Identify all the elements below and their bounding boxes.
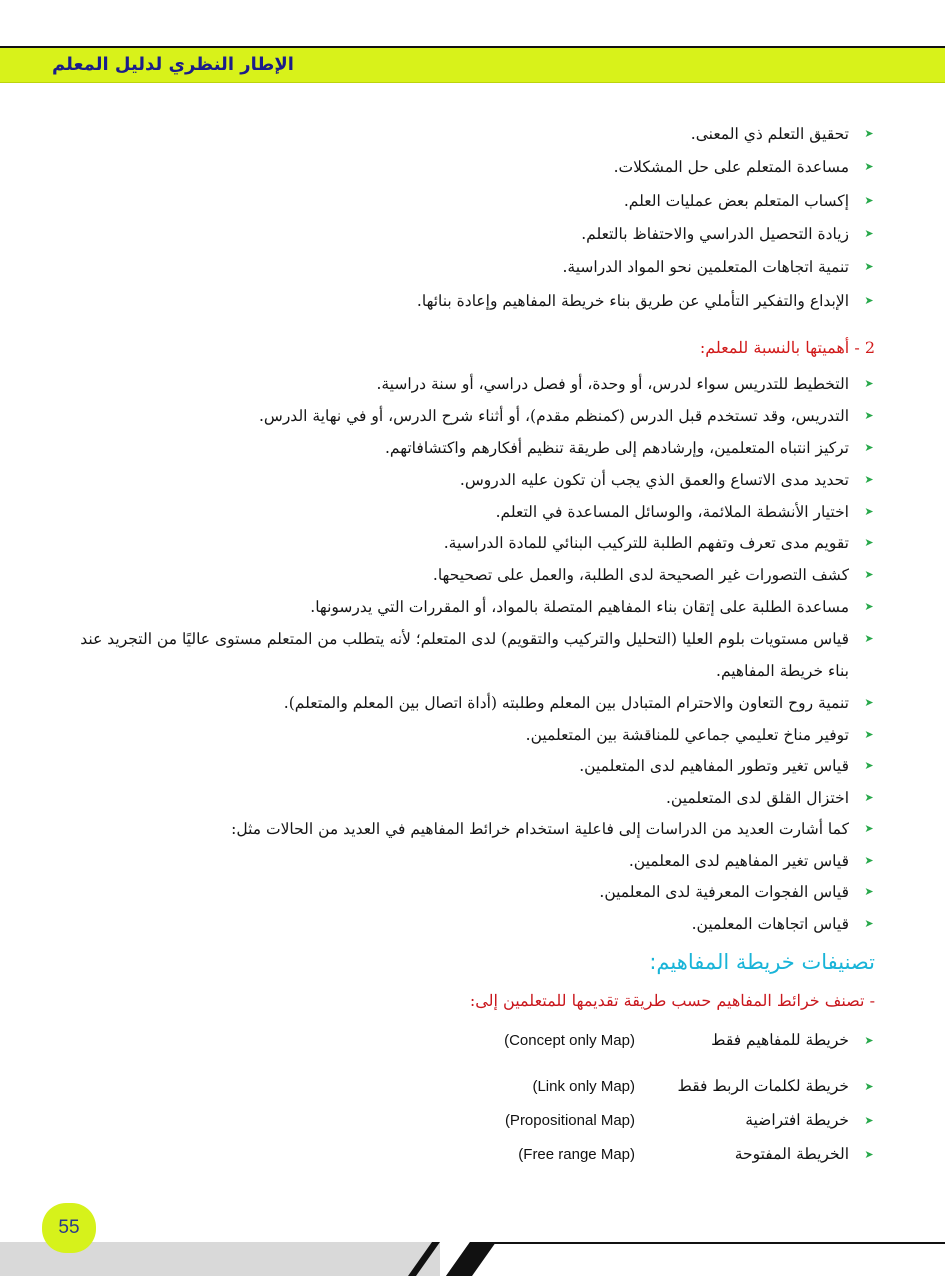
list-item: ➤ تحقيق التعلم ذي المعنى.	[690, 125, 874, 143]
map-type-row	[455, 1031, 875, 1071]
list-item: ➤ قياس الفجوات المعرفية لدى المعلمين.	[599, 883, 874, 901]
arrow-bullet-icon: ➤	[864, 759, 874, 772]
arrow-bullet-icon: ➤	[864, 194, 874, 207]
section-title: 2 - أهميتها بالنسبة للمعلم:	[699, 338, 875, 357]
map-type-english: (Free range Map)	[518, 1146, 635, 1163]
arrow-bullet-icon: ➤	[864, 1114, 874, 1127]
list-item: ➤ الإبداع والتفكير التأملي عن طريق بناء خريطة المفاهيم وإعادة بنائها.	[416, 292, 874, 310]
footer-decoration	[0, 1242, 945, 1276]
list-item: ➤ تركيز انتباه المتعلمين، وإرشادهم إلى طريقة تنظيم أفكارهم واكتشافاتهم.	[384, 439, 874, 457]
list-item: ➤ قياس تغير المفاهيم لدى المعلمين.	[628, 852, 874, 870]
map-type-english: (Concept only Map)	[504, 1032, 635, 1049]
list-item: ➤ قياس اتجاهات المعلمين.	[691, 915, 874, 933]
list-item: ➤ كشف التصورات غير الصحيحة لدى الطلبة، والعمل على تصحيحها.	[432, 566, 874, 584]
page-number: 55	[42, 1203, 96, 1253]
arrow-bullet-icon: ➤	[864, 917, 874, 930]
arrow-bullet-icon: ➤	[864, 568, 874, 581]
arrow-bullet-icon: ➤	[864, 505, 874, 518]
map-type-english: (Link only Map)	[532, 1078, 635, 1095]
list-item: ➤ التدريس، وقد تستخدم قبل الدرس (كمنظم مقدم)، أو أثناء شرح الدرس، أو في نهاية الدرس.	[258, 407, 874, 425]
list-item: ➤ قياس تغير وتطور المفاهيم لدى المتعلمين.	[579, 757, 874, 775]
arrow-bullet-icon: ➤	[864, 822, 874, 835]
arrow-bullet-icon: ➤	[864, 791, 874, 804]
arrow-bullet-icon: ➤	[864, 854, 874, 867]
map-type-arabic: خريطة للمفاهيم فقط	[711, 1031, 849, 1049]
list-item: ➤ تنمية اتجاهات المتعلمين نحو المواد الدراسية.	[562, 258, 874, 276]
list-item: ➤ اختيار الأنشطة الملائمة، والوسائل المساعدة في التعلم.	[495, 503, 874, 521]
arrow-bullet-icon: ➤	[864, 441, 874, 454]
list-item: ➤ تقويم مدى تعرف وتفهم الطلبة للتركيب البنائي للمادة الدراسية.	[443, 534, 874, 552]
list-item: ➤ زيادة التحصيل الدراسي والاحتفاظ بالتعلم.	[581, 225, 874, 243]
arrow-bullet-icon: ➤	[864, 260, 874, 273]
list-item: ➤ التخطيط للتدريس سواء لدرس، أو وحدة، أو فصل دراسي، أو سنة دراسية.	[376, 375, 874, 393]
arrow-bullet-icon: ➤	[864, 1034, 874, 1047]
arrow-bullet-icon: ➤	[864, 227, 874, 240]
map-type-arabic: خريطة افتراضية	[745, 1111, 849, 1129]
arrow-bullet-icon: ➤	[864, 600, 874, 613]
list-item: ➤ تحديد مدى الاتساع والعمق الذي يجب أن تكون عليه الدروس.	[459, 471, 874, 489]
arrow-bullet-icon: ➤	[864, 1080, 874, 1093]
header-title: الإطار النظري لدليل المعلم	[52, 54, 294, 75]
classification-title: تصنيفات خريطة المفاهيم:	[649, 950, 875, 974]
arrow-bullet-icon: ➤	[864, 728, 874, 741]
arrow-bullet-icon: ➤	[864, 632, 874, 645]
list-item: ➤ مساعدة المتعلم على حل المشكلات.	[613, 158, 874, 176]
list-item: ➤ اختزال القلق لدى المتعلمين.	[665, 789, 874, 807]
map-type-english: (Propositional Map)	[504, 1112, 635, 1129]
arrow-bullet-icon: ➤	[864, 294, 874, 307]
arrow-bullet-icon: ➤	[864, 409, 874, 422]
map-type-arabic: الخريطة المفتوحة	[734, 1145, 849, 1163]
list-item: ➤ قياس مستويات بلوم العليا (التحليل والتركيب والتقويم) لدى المتعلم؛ لأنه يتطلب من المتعلم مستوى عاليًا من التجريد عند بناء خريطة المفاهيم.	[80, 630, 874, 680]
arrow-bullet-icon: ➤	[864, 127, 874, 140]
arrow-bullet-icon: ➤	[864, 160, 874, 173]
map-type-row	[455, 1145, 875, 1185]
arrow-bullet-icon: ➤	[864, 1148, 874, 1161]
arrow-bullet-icon: ➤	[864, 377, 874, 390]
list-item: ➤ كما أشارت العديد من الدراسات إلى فاعلية استخدام خرائط المفاهيم في العديد من الحالات مثل:	[231, 820, 874, 838]
list-item: ➤ مساعدة الطلبة على إتقان بناء المفاهيم المتصلة بالمواد، أو المقررات التي يدرسونها.	[310, 598, 874, 616]
list-item: ➤ تنمية روح التعاون والاحترام المتبادل بين المعلم وطلبته (أداة اتصال بين المعلم والمتعلم).	[283, 694, 874, 712]
classification-intro: - تصنف خرائط المفاهيم حسب طريقة تقديمها للمتعلمين إلى:	[469, 991, 875, 1010]
list-item: ➤ إكساب المتعلم بعض عمليات العلم.	[623, 192, 874, 210]
arrow-bullet-icon: ➤	[864, 473, 874, 486]
arrow-bullet-icon: ➤	[864, 885, 874, 898]
arrow-bullet-icon: ➤	[864, 536, 874, 549]
arrow-bullet-icon: ➤	[864, 696, 874, 709]
map-type-arabic: خريطة لكلمات الربط فقط	[677, 1077, 849, 1095]
list-item: ➤ توفير مناخ تعليمي جماعي للمناقشة بين المتعلمين.	[525, 726, 874, 744]
page-header	[0, 48, 945, 83]
